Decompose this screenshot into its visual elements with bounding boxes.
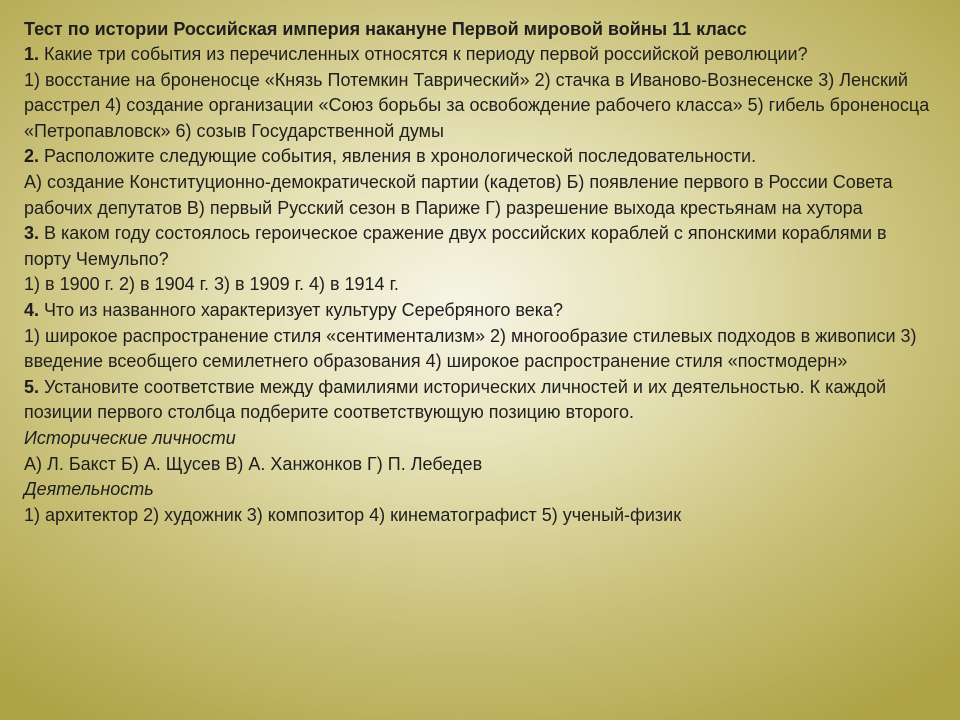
question-2-options: А) создание Конституционно-демократической партии (кадетов) Б) появление первого в России Совета рабочих депутатов В) первый Русский сезон в Париже Г) разрешение выхода крестьянам на хутора bbox=[24, 171, 893, 218]
column-2-items: 1) архитектор 2) художник 3) композитор 4) кинематографист 5) ученый-физик bbox=[24, 504, 682, 525]
question-1-options: 1) восстание на броненосце «Князь Потемкин Таврический» 2) стачка в Иваново-Вознесенске 3) Ленский расстрел 4) создание организации «Союз борьбы за освобождение рабочего класса» 5) гибель броненосца «Петропавловск» 6) созыв Государственной думы bbox=[24, 69, 930, 141]
question-number: 4. bbox=[24, 299, 40, 320]
question-number: 3. bbox=[24, 223, 40, 244]
question-3-options: 1) в 1900 г. 2) в 1904 г. 3) в 1909 г. 4) в 1914 г. bbox=[24, 274, 399, 295]
question-5 bbox=[24, 375, 936, 426]
question-4-options: 1) широкое распространение стиля «сентиментализм» 2) многообразие стилевых подходов в живописи 3) введение всеобщего семилетнего образования 4) широкое распространение стиля «постмодерн» bbox=[24, 325, 917, 372]
question-text: В каком году состоялось героическое сражение двух российских кораблей с японскими кораблями в порту Чемульпо? bbox=[24, 223, 887, 269]
question-text: Какие три события из перечисленных относятся к периоду первой российской революции? bbox=[44, 44, 808, 64]
slide-title: Тест по истории Российская империя накануне Первой мировой войны 11 класс bbox=[24, 19, 747, 39]
question-number: 1. bbox=[24, 44, 40, 64]
question-text: Установите соответствие между фамилиями исторических личностей и их деятельностью. К каждой позиции первого столбца подберите соответствующую позицию второго. bbox=[24, 376, 887, 423]
question-number: 5. bbox=[24, 376, 40, 397]
slide-content bbox=[24, 16, 936, 528]
column-1-heading: Исторические личности bbox=[24, 427, 236, 448]
question-4 bbox=[24, 298, 936, 324]
question-2 bbox=[24, 144, 936, 170]
question-number: 2. bbox=[24, 146, 40, 167]
question-3 bbox=[24, 221, 936, 272]
question-text: Расположите следующие события, явления в хронологической последовательности. bbox=[44, 146, 757, 167]
question-1 bbox=[24, 42, 936, 68]
question-text: Что из названного характеризует культуру Серебряного века? bbox=[44, 299, 564, 320]
column-2-heading: Деятельность bbox=[24, 479, 154, 500]
column-1-items: А) Л. Бакст Б) А. Щусев В) А. Ханжонков Г) П. Лебедев bbox=[24, 453, 483, 474]
